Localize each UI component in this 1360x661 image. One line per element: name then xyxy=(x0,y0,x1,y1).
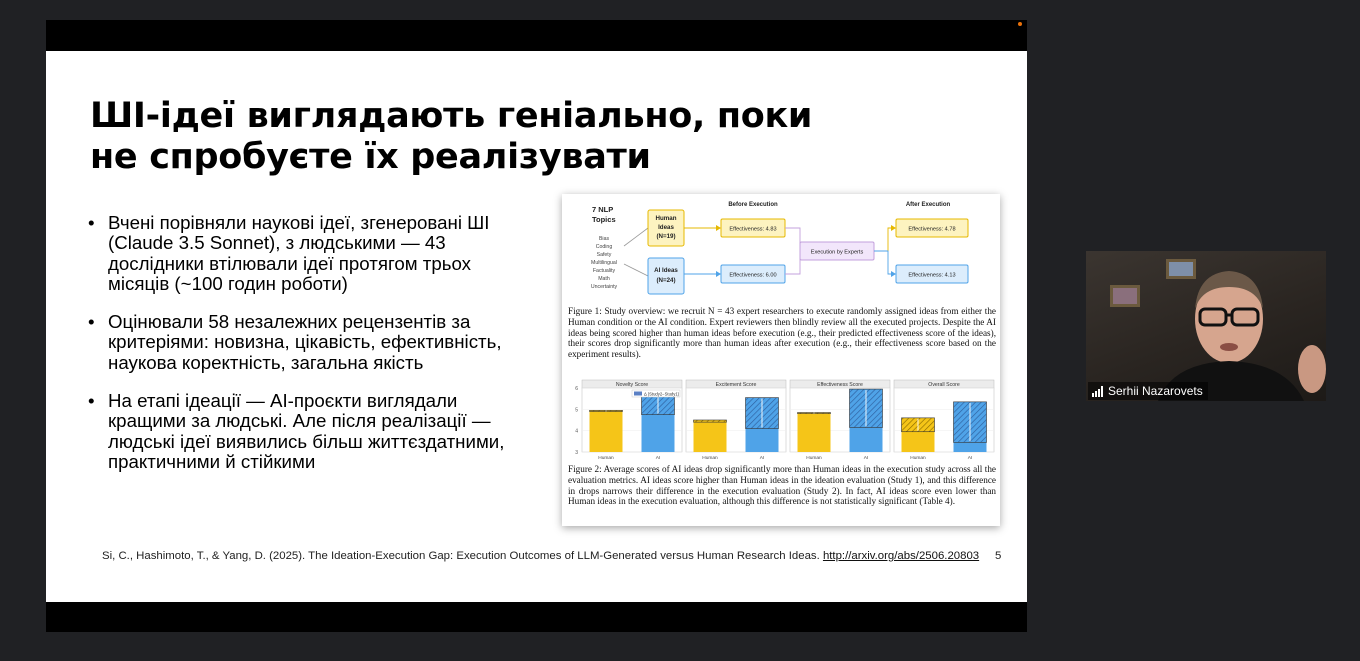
topic-item: Bias xyxy=(598,236,610,242)
score-bar xyxy=(694,422,727,452)
after-execution-label: After Execution xyxy=(905,202,951,208)
x-tick-label: Human xyxy=(910,456,926,461)
x-tick-label: AI xyxy=(759,456,765,461)
panel-title: Excitement Score xyxy=(715,382,757,388)
citation xyxy=(102,550,979,562)
x-tick-label: AI xyxy=(863,456,869,461)
panel-title: Novelty Score xyxy=(615,382,649,388)
human-ideas-label: Ideas xyxy=(658,224,674,231)
topic-item: Coding xyxy=(595,244,613,250)
ai-ideas-box xyxy=(648,258,684,294)
x-tick-label: Human xyxy=(702,456,718,461)
recording-indicator-icon xyxy=(1018,22,1022,26)
x-tick-label: AI xyxy=(655,456,661,461)
human-ideas-count: (N=19) xyxy=(656,233,676,240)
topic-item: Factuality xyxy=(592,268,616,274)
human-ideas-label: Human xyxy=(655,215,677,222)
slide-title-line-2: не спробуєте їх реалізувати xyxy=(90,137,651,177)
topic-item: Safety xyxy=(596,252,612,258)
slide-number: 5 xyxy=(995,550,1002,562)
score-bar xyxy=(642,415,675,452)
ai-ideas-count: (N=24) xyxy=(656,277,676,284)
citation-link[interactable]: http://arxiv.org/abs/2506.20803 xyxy=(822,550,980,562)
participant-name-tag xyxy=(1088,382,1208,400)
score-bar xyxy=(954,442,987,452)
x-tick-label: Human xyxy=(598,456,614,461)
score-bar xyxy=(746,429,779,452)
ai-after-score: Effectiveness: 4.13 xyxy=(908,272,956,279)
legend-swatch xyxy=(634,392,642,396)
slide-title-line-1: ШІ-ідеї виглядають геніально, поки xyxy=(90,96,813,136)
x-tick-label: AI xyxy=(967,456,973,461)
human-before-score: Effectiveness: 4.83 xyxy=(729,226,777,233)
x-tick-label: Human xyxy=(806,456,822,461)
legend-label: Δ (Study2−Study1) xyxy=(644,391,680,397)
participant-video-tile[interactable] xyxy=(1086,251,1326,401)
score-bar xyxy=(590,410,623,452)
topic-item: Multilingual xyxy=(591,260,617,266)
ai-ideas-label: AI Ideas xyxy=(654,267,678,274)
topic-item: Uncertainty xyxy=(590,284,618,290)
citation-text: Si, C., Hashimoto, T., & Yang, D. (2025). The Ideation-Execution Gap: Execution Outcomes of LLM-Generated versus Human Research Ideas. xyxy=(102,550,820,562)
bullet-list xyxy=(86,213,536,490)
topics-title: Topics xyxy=(592,215,616,224)
execution-by-experts-label: Execution by Experts xyxy=(810,249,864,256)
score-bar xyxy=(850,427,883,452)
y-tick-label: 6 xyxy=(575,386,578,392)
average-scores-chart xyxy=(562,374,1000,464)
score-bar xyxy=(798,414,831,452)
y-tick-label: 5 xyxy=(575,407,578,414)
figure-2-caption: Figure 2: Average scores of AI ideas drop significantly more than Human ideas in the execution study across all the evaluation metrics. AI ideas score higher than Human ideas in the ideation evaluation (Study 1), and this difference in drops narrows their difference in the execution evaluation (Study 2). In fact, AI ideas score even lower than Human ideas in the execution evaluation, although this difference is not statistically significant (Table 4). xyxy=(568,464,996,507)
panel-title: Effectiveness Score xyxy=(817,382,863,388)
topics-title: 7 NLP xyxy=(592,205,614,214)
study-overview-diagram xyxy=(562,194,1000,306)
bullet-item: • Оцінювали 58 незалежних рецензентів за критеріями: новизна, цікавість, ефективність, наукова коректність, загальна якість xyxy=(86,312,536,373)
score-bar xyxy=(902,432,935,452)
before-execution-label: Before Execution xyxy=(728,202,778,208)
presentation-slide xyxy=(46,51,1027,602)
ai-before-score: Effectiveness: 6.00 xyxy=(729,272,777,279)
paper-figure-excerpt xyxy=(562,194,1000,526)
panel-title: Overall Score xyxy=(928,382,960,388)
human-after-score: Effectiveness: 4.78 xyxy=(908,226,956,233)
bullet-item: • Вчені порівняли наукові ідеї, згенеровані ШІ (Claude 3.5 Sonnet), з людськими — 43 дослідники втілювали ідеї протягом трьох місяців (~100 годин роботи) xyxy=(86,213,536,294)
participant-avatar xyxy=(1086,251,1326,401)
y-tick-label: 4 xyxy=(575,428,578,435)
signal-strength-icon xyxy=(1092,386,1103,397)
topic-item: Math xyxy=(598,276,610,282)
y-tick-label: 3 xyxy=(575,450,578,456)
bullet-item: • На етапі ідеації — AI-проєкти виглядали кращими за людські. Але після реалізації —людські ідеї виявились більш життєздатними, практичними й стійкими xyxy=(86,391,536,472)
participant-name: Serhii Nazarovets xyxy=(1108,384,1203,398)
figure-1-caption: Figure 1: Study overview: we recruit N = 43 expert researchers to execute randomly assigned ideas from either the Human condition or the AI condition. Expert reviewers then blindly review all the executed projects. Despite the AI ideas being scored higher than human ideas before execution (e.g., their predicted effectiveness score of the ideas), their scores drop significantly more than human ideas after execution (e.g., their effectiveness score based on the experiment results). xyxy=(568,306,996,360)
slide-title xyxy=(90,96,850,178)
